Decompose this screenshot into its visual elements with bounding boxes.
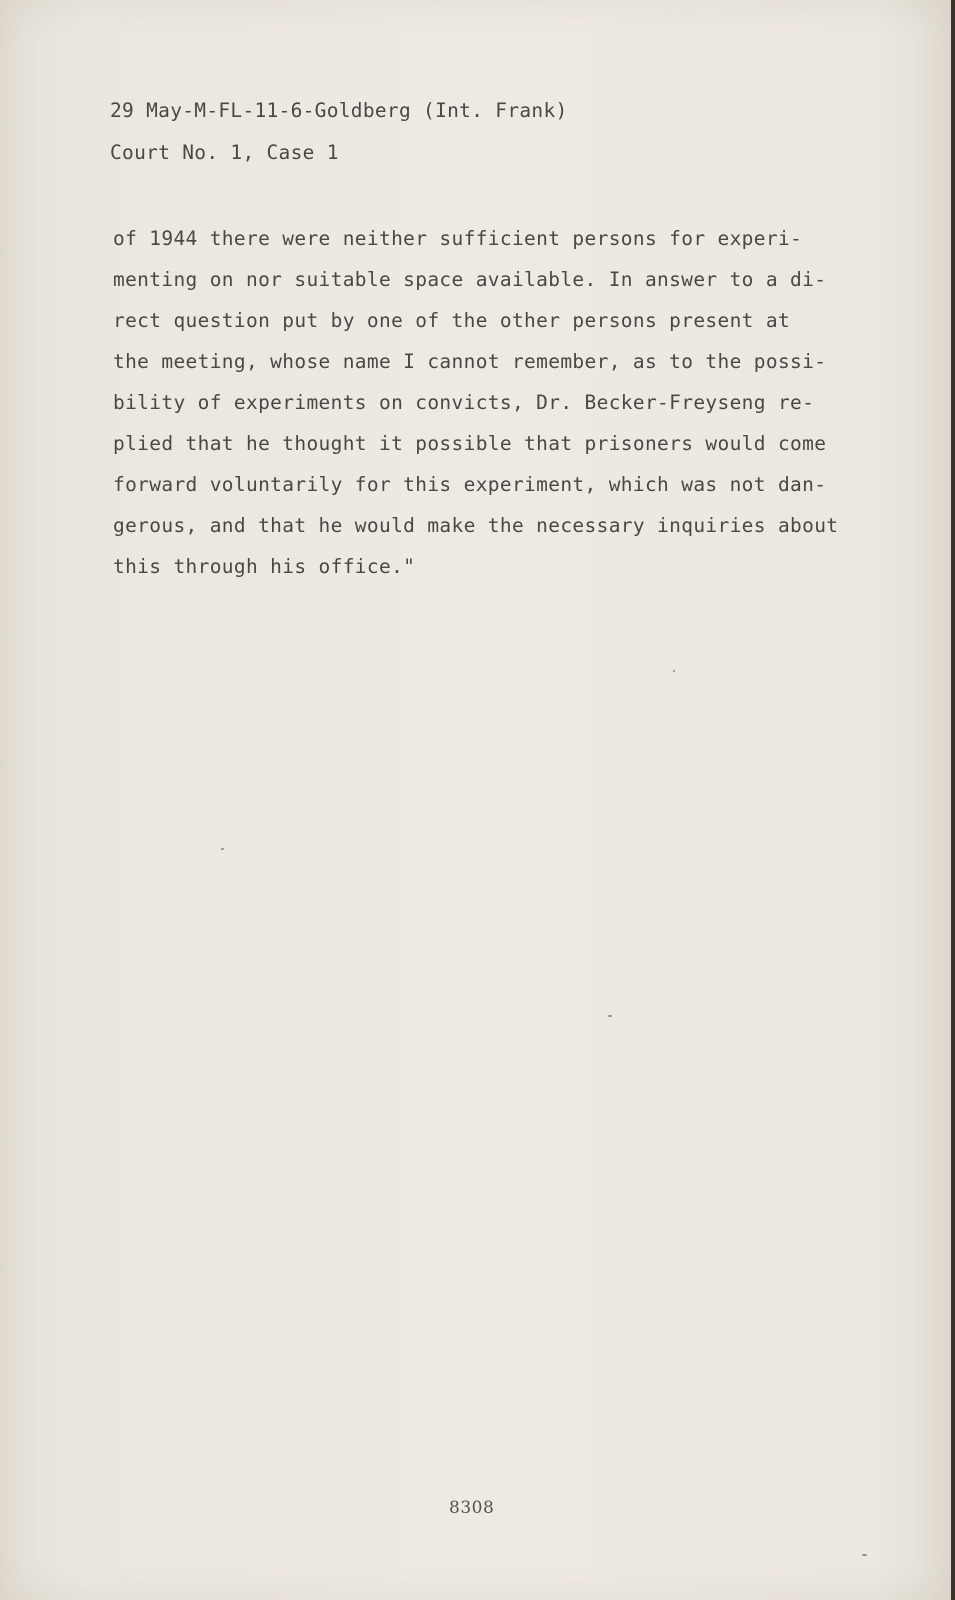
body-line-1: of 1944 there were neither sufficient persons for experi- — [113, 227, 803, 250]
body-line-7: forward voluntarily for this experiment, which was not dan- — [113, 473, 827, 496]
paper-speck — [608, 1015, 612, 1017]
page-edge-shadow — [951, 0, 955, 1600]
document-header-court: Court No. 1, Case 1 — [110, 141, 339, 164]
body-line-9: this through his office." — [113, 555, 416, 578]
body-line-6: plied that he thought it possible that prisoners would come — [113, 432, 827, 455]
paper-speck — [862, 1554, 867, 1556]
body-line-2: menting on nor suitable space available. In answer to a di- — [113, 268, 827, 291]
document-body — [113, 218, 873, 587]
body-line-3: rect question put by one of the other persons present at — [113, 309, 791, 332]
paper-speck — [221, 848, 224, 850]
body-line-4: the meeting, whose name I cannot remember, as to the possi- — [113, 350, 827, 373]
document-header-reference: 29 May-M-FL-11-6-Goldberg (Int. Frank) — [110, 99, 568, 122]
paper-speck — [673, 670, 675, 672]
body-line-8: gerous, and that he would make the necessary inquiries about — [113, 514, 839, 537]
page-number: 8308 — [449, 1498, 495, 1518]
body-line-5: bility of experiments on convicts, Dr. Becker-Freyseng re- — [113, 391, 815, 414]
